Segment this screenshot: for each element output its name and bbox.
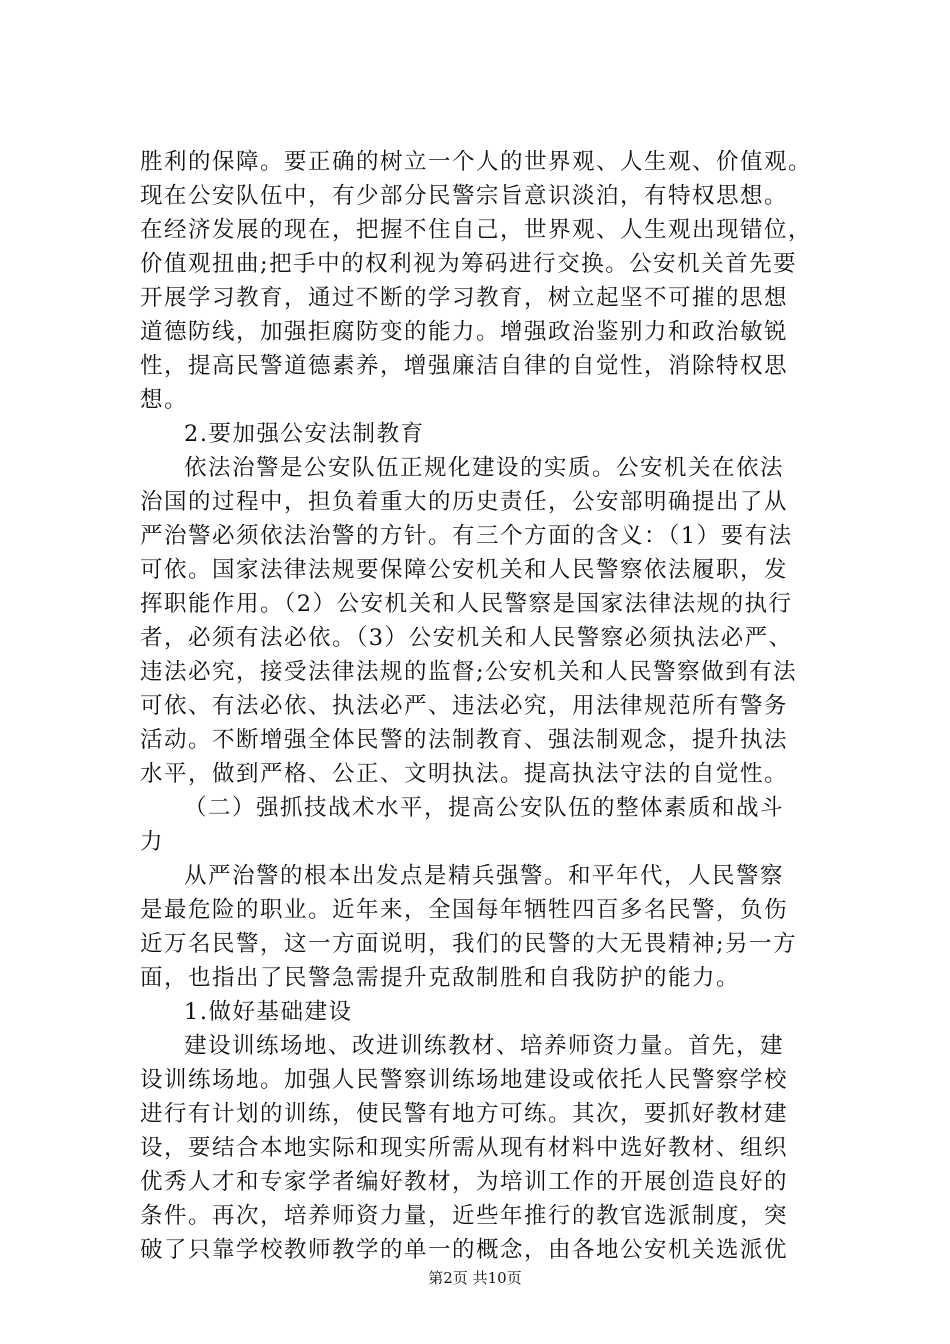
- text-line: 现在公安队伍中，有少部分民警宗旨意识淡泊，有特权思想。: [140, 183, 789, 209]
- text-line: 开展学习教育，通过不断的学习教育，树立起坚不可摧的思想: [140, 285, 789, 311]
- text-line: 条件。再次，培养师资力量，近些年推行的教官选派制度，突: [140, 1203, 789, 1229]
- text-line: 设，要结合本地实际和现实所需从现有材料中选好教材、组织: [140, 1135, 789, 1161]
- text-line: 活动。不断增强全体民警的法制教育、强法制观念，提升执法: [140, 727, 789, 753]
- text-line: 违法必究，接受法律法规的监督;公安机关和人民警察做到有法: [140, 659, 798, 685]
- text-line: 从严治警的根本出发点是精兵强警。和平年代，人民警察: [184, 863, 785, 889]
- text-line: 优秀人才和专家学者编好教材，为培训工作的开展创造良好的: [140, 1169, 789, 1195]
- text-line: 破了只靠学校教师教学的单一的概念，由各地公安机关选派优: [140, 1237, 789, 1263]
- text-line: 可依。国家法律法规要保障公安机关和人民警察依法履职，发: [140, 557, 789, 583]
- text-line: 力: [140, 829, 165, 855]
- text-line: 者，必须有法必依。（3）公安机关和人民警察必须执法必严、: [140, 625, 793, 651]
- text-line: 面，也指出了民警急需提升克敌制胜和自我防护的能力。: [140, 965, 741, 991]
- text-line: 在经济发展的现在，把握不住自己，世界观、人生观出现错位，: [140, 217, 813, 243]
- text-line: 严治警必须依法治警的方针。有三个方面的含义：（1）要有法: [140, 523, 793, 549]
- text-line: 近万名民警，这一方面说明，我们的民警的大无畏精神;另一方: [140, 931, 798, 957]
- text-line: 2.要加强公安法制教育: [184, 421, 425, 447]
- text-line: 想。: [140, 387, 189, 413]
- text-line: 1.做好基础建设: [184, 999, 353, 1025]
- text-line: 价值观扭曲;把手中的权利视为筹码进行交换。公安机关首先要: [140, 251, 798, 277]
- text-line: 性，提高民警道德素养，增强廉洁自律的自觉性，消除特权思: [140, 353, 789, 379]
- text-line: 胜利的保障。要正确的树立一个人的世界观、人生观、价值观。: [140, 149, 813, 175]
- text-line: 进行有计划的训练，使民警有地方可练。其次，要抓好教材建: [140, 1101, 789, 1127]
- text-line: 是最危险的职业。近年来，全国每年牺牲四百多名民警，负伤: [140, 897, 789, 923]
- text-line: 治国的过程中，担负着重大的历史责任，公安部明确提出了从: [140, 489, 789, 515]
- text-line: 建设训练场地、改进训练教材、培养师资力量。首先，建: [184, 1033, 785, 1059]
- text-line: （二）强抓技战术水平，提高公安队伍的整体素质和战斗: [184, 795, 785, 821]
- text-line: 道德防线，加强拒腐防变的能力。增强政治鉴别力和政治敏锐: [140, 319, 789, 345]
- document-body: [140, 145, 820, 1267]
- page-footer: 第2页 共10页: [428, 1269, 522, 1287]
- text-line: 设训练场地。加强人民警察训练场地建设或依托人民警察学校: [140, 1067, 789, 1093]
- text-line: 挥职能作用。（2）公安机关和人民警察是国家法律法规的执行: [140, 591, 793, 617]
- text-line: 可依、有法必依、执法必严、违法必究，用法律规范所有警务: [140, 693, 789, 719]
- text-line: 水平，做到严格、公正、文明执法。提高执法守法的自觉性。: [140, 761, 789, 787]
- text-line: 依法治警是公安队伍正规化建设的实质。公安机关在依法: [184, 455, 785, 481]
